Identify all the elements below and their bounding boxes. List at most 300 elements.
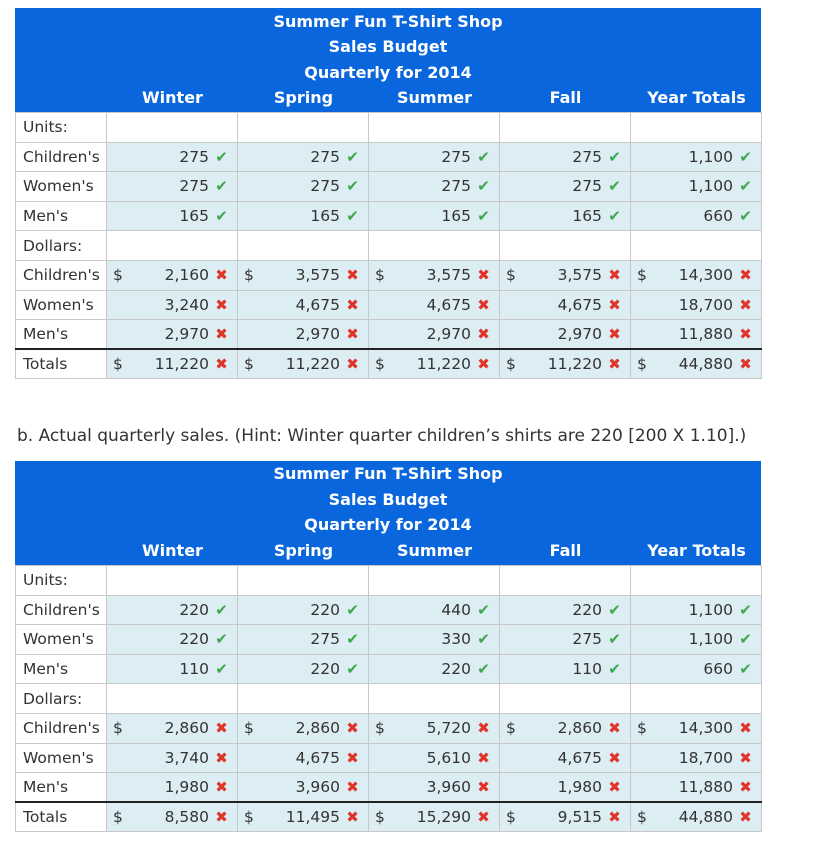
budget-header [15, 8, 761, 112]
row-label: Men's [16, 773, 107, 803]
cell-value: 275 [179, 177, 209, 196]
currency-symbol: $ [506, 355, 516, 374]
table-row [16, 684, 762, 714]
cell-value: 2,970 [164, 325, 209, 344]
check-icon: ✔ [477, 660, 490, 679]
row-label: Men's [16, 654, 107, 684]
cell-value: 440 [441, 600, 471, 619]
period-title: Quarterly for 2014 [304, 515, 472, 534]
cell-value: 18,700 [678, 295, 733, 314]
cell-value: 660 [703, 660, 733, 679]
value-cell[interactable] [631, 142, 762, 172]
table-row [16, 260, 762, 290]
check-icon: ✔ [608, 147, 621, 166]
check-icon: ✔ [477, 147, 490, 166]
empty-cell [631, 231, 762, 261]
check-icon: ✔ [346, 630, 359, 649]
check-icon: ✔ [346, 600, 359, 619]
cross-icon: ✖ [477, 295, 490, 314]
empty-cell [500, 231, 631, 261]
value-cell[interactable] [369, 713, 500, 743]
table-row [16, 290, 762, 320]
value-cell[interactable] [107, 201, 238, 231]
value-cell[interactable] [107, 595, 238, 625]
check-icon: ✔ [215, 660, 228, 679]
check-icon: ✔ [477, 630, 490, 649]
period-title: Quarterly for 2014 [304, 63, 472, 82]
check-icon: ✔ [608, 600, 621, 619]
empty-cell [238, 566, 369, 596]
table-row [16, 113, 762, 143]
row-label: Totals [16, 349, 107, 379]
check-icon: ✔ [346, 177, 359, 196]
value-cell[interactable] [500, 743, 631, 773]
value-cell[interactable] [369, 654, 500, 684]
check-icon: ✔ [215, 177, 228, 196]
currency-symbol: $ [113, 808, 123, 827]
column-header-fall: Fall [549, 541, 582, 560]
cell-value: 11,220 [416, 355, 471, 374]
company-title: Summer Fun T-Shirt Shop [273, 464, 503, 483]
cross-icon: ✖ [215, 295, 228, 314]
cell-value: 165 [441, 207, 471, 226]
empty-cell [238, 684, 369, 714]
value-cell[interactable] [369, 290, 500, 320]
budget-grid [15, 565, 762, 832]
cell-value: 3,960 [295, 778, 340, 797]
cell-value: 4,675 [295, 295, 340, 314]
cross-icon: ✖ [739, 719, 752, 738]
cross-icon: ✖ [608, 325, 621, 344]
row-label: Dollars: [16, 684, 107, 714]
cross-icon: ✖ [739, 748, 752, 767]
cross-icon: ✖ [608, 266, 621, 285]
value-cell[interactable] [500, 201, 631, 231]
cross-icon: ✖ [608, 748, 621, 767]
value-cell[interactable] [631, 713, 762, 743]
value-cell[interactable] [369, 201, 500, 231]
currency-symbol: $ [244, 808, 254, 827]
value-cell[interactable] [107, 773, 238, 803]
check-icon: ✔ [477, 600, 490, 619]
cross-icon: ✖ [608, 778, 621, 797]
check-icon: ✔ [739, 630, 752, 649]
cross-icon: ✖ [346, 325, 359, 344]
empty-cell [631, 113, 762, 143]
cell-value: 11,220 [154, 355, 209, 374]
value-cell[interactable] [238, 320, 369, 350]
column-header-year-totals: Year Totals [647, 541, 746, 560]
table-row [16, 713, 762, 743]
value-cell[interactable] [107, 172, 238, 202]
cross-icon: ✖ [608, 295, 621, 314]
sales-budget-table-a [15, 8, 761, 379]
check-icon: ✔ [346, 660, 359, 679]
cross-icon: ✖ [346, 778, 359, 797]
table-row [16, 773, 762, 803]
value-cell[interactable] [369, 773, 500, 803]
value-cell[interactable] [631, 201, 762, 231]
cell-value: 8,580 [164, 808, 209, 827]
cell-value: 220 [441, 660, 471, 679]
empty-cell [631, 684, 762, 714]
value-cell[interactable] [238, 713, 369, 743]
cell-value: 220 [179, 600, 209, 619]
check-icon: ✔ [608, 630, 621, 649]
value-cell[interactable] [238, 201, 369, 231]
empty-cell [107, 113, 238, 143]
cell-value: 275 [572, 630, 602, 649]
cell-value: 4,675 [295, 748, 340, 767]
cross-icon: ✖ [346, 748, 359, 767]
cell-value: 14,300 [678, 266, 733, 285]
check-icon: ✔ [739, 660, 752, 679]
cell-value: 1,100 [688, 630, 733, 649]
check-icon: ✔ [346, 207, 359, 226]
cell-value: 330 [441, 630, 471, 649]
table-row [16, 320, 762, 350]
value-cell[interactable] [369, 320, 500, 350]
currency-symbol: $ [375, 266, 385, 285]
cell-value: 4,675 [557, 295, 602, 314]
cross-icon: ✖ [215, 266, 228, 285]
check-icon: ✔ [477, 207, 490, 226]
cell-value: 18,700 [678, 748, 733, 767]
cell-value: 275 [441, 147, 471, 166]
table-row [16, 231, 762, 261]
table-row [16, 349, 762, 379]
value-cell[interactable] [107, 743, 238, 773]
check-icon: ✔ [608, 207, 621, 226]
row-label: Women's [16, 625, 107, 655]
value-cell[interactable] [238, 625, 369, 655]
cell-value: 220 [310, 600, 340, 619]
value-cell[interactable] [369, 142, 500, 172]
value-cell[interactable] [631, 625, 762, 655]
empty-cell [238, 113, 369, 143]
value-cell[interactable] [369, 743, 500, 773]
value-cell[interactable] [500, 625, 631, 655]
column-header-spring: Spring [273, 541, 334, 560]
currency-symbol: $ [506, 719, 516, 738]
row-label: Men's [16, 201, 107, 231]
column-header-summer: Summer [397, 88, 472, 107]
value-cell[interactable] [500, 349, 631, 379]
table-row [16, 802, 762, 832]
cross-icon: ✖ [608, 355, 621, 374]
value-cell[interactable] [238, 142, 369, 172]
cross-icon: ✖ [346, 295, 359, 314]
empty-cell [500, 566, 631, 596]
company-title: Summer Fun T-Shirt Shop [273, 12, 503, 31]
cross-icon: ✖ [477, 778, 490, 797]
empty-cell [500, 684, 631, 714]
column-header-winter: Winter [142, 541, 203, 560]
currency-symbol: $ [375, 719, 385, 738]
cell-value: 165 [310, 207, 340, 226]
table-row [16, 142, 762, 172]
cell-value: 11,220 [285, 355, 340, 374]
currency-symbol: $ [637, 355, 647, 374]
cell-value: 275 [310, 147, 340, 166]
currency-symbol: $ [244, 266, 254, 285]
value-cell[interactable] [369, 260, 500, 290]
cell-value: 275 [179, 147, 209, 166]
table-row [16, 625, 762, 655]
currency-symbol: $ [375, 808, 385, 827]
check-icon: ✔ [346, 147, 359, 166]
cell-value: 1,100 [688, 177, 733, 196]
cell-value: 275 [572, 177, 602, 196]
value-cell[interactable] [500, 713, 631, 743]
cross-icon: ✖ [739, 266, 752, 285]
value-cell[interactable] [500, 773, 631, 803]
row-label: Women's [16, 290, 107, 320]
value-cell[interactable] [238, 654, 369, 684]
budget-title: Sales Budget [328, 37, 448, 56]
currency-symbol: $ [506, 266, 516, 285]
currency-symbol: $ [375, 355, 385, 374]
cross-icon: ✖ [477, 748, 490, 767]
empty-cell [238, 231, 369, 261]
cell-value: 14,300 [678, 719, 733, 738]
row-label: Children's [16, 142, 107, 172]
cross-icon: ✖ [477, 355, 490, 374]
column-header-fall: Fall [549, 88, 582, 107]
value-cell[interactable] [631, 260, 762, 290]
currency-symbol: $ [113, 719, 123, 738]
cell-value: 4,675 [426, 295, 471, 314]
hint-text: b. Actual quarterly sales. (Hint: Winter quarter children’s shirts are 220 [200 X 1.10].) [17, 426, 747, 446]
column-header-winter: Winter [142, 88, 203, 107]
value-cell[interactable] [107, 654, 238, 684]
cross-icon: ✖ [215, 719, 228, 738]
check-icon: ✔ [215, 600, 228, 619]
cell-value: 2,860 [557, 719, 602, 738]
row-label: Children's [16, 713, 107, 743]
cell-value: 1,100 [688, 600, 733, 619]
column-header-year-totals: Year Totals [647, 88, 746, 107]
cross-icon: ✖ [739, 808, 752, 827]
cell-value: 1,100 [688, 147, 733, 166]
value-cell[interactable] [238, 290, 369, 320]
value-cell[interactable] [500, 260, 631, 290]
cell-value: 275 [310, 630, 340, 649]
value-cell[interactable] [631, 743, 762, 773]
cell-value: 5,720 [426, 719, 471, 738]
check-icon: ✔ [608, 177, 621, 196]
value-cell[interactable] [107, 713, 238, 743]
row-label: Men's [16, 320, 107, 350]
value-cell[interactable] [631, 595, 762, 625]
cross-icon: ✖ [739, 325, 752, 344]
check-icon: ✔ [608, 660, 621, 679]
value-cell[interactable] [500, 142, 631, 172]
cell-value: 2,970 [426, 325, 471, 344]
cross-icon: ✖ [346, 355, 359, 374]
empty-cell [107, 231, 238, 261]
value-cell[interactable] [107, 320, 238, 350]
cell-value: 220 [572, 600, 602, 619]
table-row [16, 566, 762, 596]
row-label: Units: [16, 113, 107, 143]
cross-icon: ✖ [215, 355, 228, 374]
cell-value: 3,575 [557, 266, 602, 285]
value-cell[interactable] [500, 595, 631, 625]
cell-value: 1,980 [557, 778, 602, 797]
value-cell[interactable] [238, 260, 369, 290]
value-cell[interactable] [631, 654, 762, 684]
value-cell[interactable] [500, 172, 631, 202]
value-cell[interactable] [107, 625, 238, 655]
value-cell[interactable] [238, 802, 369, 832]
currency-symbol: $ [113, 355, 123, 374]
cell-value: 15,290 [416, 808, 471, 827]
cell-value: 275 [441, 177, 471, 196]
cross-icon: ✖ [215, 325, 228, 344]
value-cell[interactable] [369, 595, 500, 625]
cross-icon: ✖ [608, 719, 621, 738]
cell-value: 9,515 [557, 808, 602, 827]
cross-icon: ✖ [477, 325, 490, 344]
cross-icon: ✖ [739, 778, 752, 797]
cross-icon: ✖ [739, 295, 752, 314]
cell-value: 2,160 [164, 266, 209, 285]
check-icon: ✔ [739, 207, 752, 226]
cell-value: 2,860 [164, 719, 209, 738]
table-row [16, 201, 762, 231]
check-icon: ✔ [215, 207, 228, 226]
currency-symbol: $ [637, 719, 647, 738]
currency-symbol: $ [244, 719, 254, 738]
value-cell[interactable] [238, 595, 369, 625]
cell-value: 4,675 [557, 748, 602, 767]
cell-value: 1,980 [164, 778, 209, 797]
value-cell[interactable] [500, 802, 631, 832]
cross-icon: ✖ [346, 719, 359, 738]
check-icon: ✔ [739, 177, 752, 196]
cell-value: 11,880 [678, 325, 733, 344]
cell-value: 275 [572, 147, 602, 166]
currency-symbol: $ [637, 266, 647, 285]
row-label: Totals [16, 802, 107, 832]
budget-grid [15, 112, 762, 379]
row-label: Children's [16, 260, 107, 290]
table-row [16, 172, 762, 202]
row-label: Dollars: [16, 231, 107, 261]
check-icon: ✔ [215, 630, 228, 649]
check-icon: ✔ [739, 147, 752, 166]
value-cell[interactable] [631, 802, 762, 832]
value-cell[interactable] [631, 172, 762, 202]
cell-value: 2,860 [295, 719, 340, 738]
currency-symbol: $ [637, 808, 647, 827]
value-cell[interactable] [238, 349, 369, 379]
cross-icon: ✖ [739, 355, 752, 374]
check-icon: ✔ [215, 147, 228, 166]
cell-value: 165 [179, 207, 209, 226]
value-cell[interactable] [107, 802, 238, 832]
table-row [16, 743, 762, 773]
cell-value: 110 [572, 660, 602, 679]
cell-value: 2,970 [557, 325, 602, 344]
empty-cell [369, 231, 500, 261]
cross-icon: ✖ [477, 719, 490, 738]
value-cell[interactable] [107, 260, 238, 290]
cell-value: 660 [703, 207, 733, 226]
value-cell[interactable] [631, 773, 762, 803]
cell-value: 11,220 [547, 355, 602, 374]
value-cell[interactable] [500, 320, 631, 350]
empty-cell [369, 566, 500, 596]
value-cell[interactable] [238, 743, 369, 773]
value-cell[interactable] [107, 142, 238, 172]
column-header-spring: Spring [273, 88, 334, 107]
empty-cell [500, 113, 631, 143]
cross-icon: ✖ [477, 266, 490, 285]
cross-icon: ✖ [477, 808, 490, 827]
sales-budget-table-b [15, 461, 761, 832]
cross-icon: ✖ [346, 808, 359, 827]
cell-value: 2,970 [295, 325, 340, 344]
value-cell[interactable] [631, 290, 762, 320]
check-icon: ✔ [477, 177, 490, 196]
cell-value: 11,495 [285, 808, 340, 827]
empty-cell [107, 684, 238, 714]
cell-value: 165 [572, 207, 602, 226]
cell-value: 220 [310, 660, 340, 679]
currency-symbol: $ [506, 808, 516, 827]
value-cell[interactable] [369, 802, 500, 832]
cross-icon: ✖ [215, 808, 228, 827]
value-cell[interactable] [238, 773, 369, 803]
value-cell[interactable] [500, 654, 631, 684]
value-cell[interactable] [369, 625, 500, 655]
value-cell[interactable] [631, 349, 762, 379]
table-row [16, 654, 762, 684]
value-cell[interactable] [107, 290, 238, 320]
value-cell[interactable] [631, 320, 762, 350]
cell-value: 44,880 [678, 355, 733, 374]
cell-value: 44,880 [678, 808, 733, 827]
cell-value: 220 [179, 630, 209, 649]
budget-header [15, 461, 761, 565]
column-header-summer: Summer [397, 541, 472, 560]
empty-cell [369, 684, 500, 714]
cell-value: 5,610 [426, 748, 471, 767]
cross-icon: ✖ [608, 808, 621, 827]
value-cell[interactable] [107, 349, 238, 379]
cross-icon: ✖ [215, 778, 228, 797]
value-cell[interactable] [369, 349, 500, 379]
row-label: Children's [16, 595, 107, 625]
row-label: Women's [16, 743, 107, 773]
value-cell[interactable] [238, 172, 369, 202]
value-cell[interactable] [500, 290, 631, 320]
cell-value: 3,575 [295, 266, 340, 285]
currency-symbol: $ [244, 355, 254, 374]
budget-title: Sales Budget [328, 490, 448, 509]
empty-cell [631, 566, 762, 596]
empty-cell [369, 113, 500, 143]
value-cell[interactable] [369, 172, 500, 202]
row-label: Women's [16, 172, 107, 202]
table-row [16, 595, 762, 625]
cell-value: 3,960 [426, 778, 471, 797]
cross-icon: ✖ [215, 748, 228, 767]
row-label: Units: [16, 566, 107, 596]
cell-value: 3,240 [164, 295, 209, 314]
